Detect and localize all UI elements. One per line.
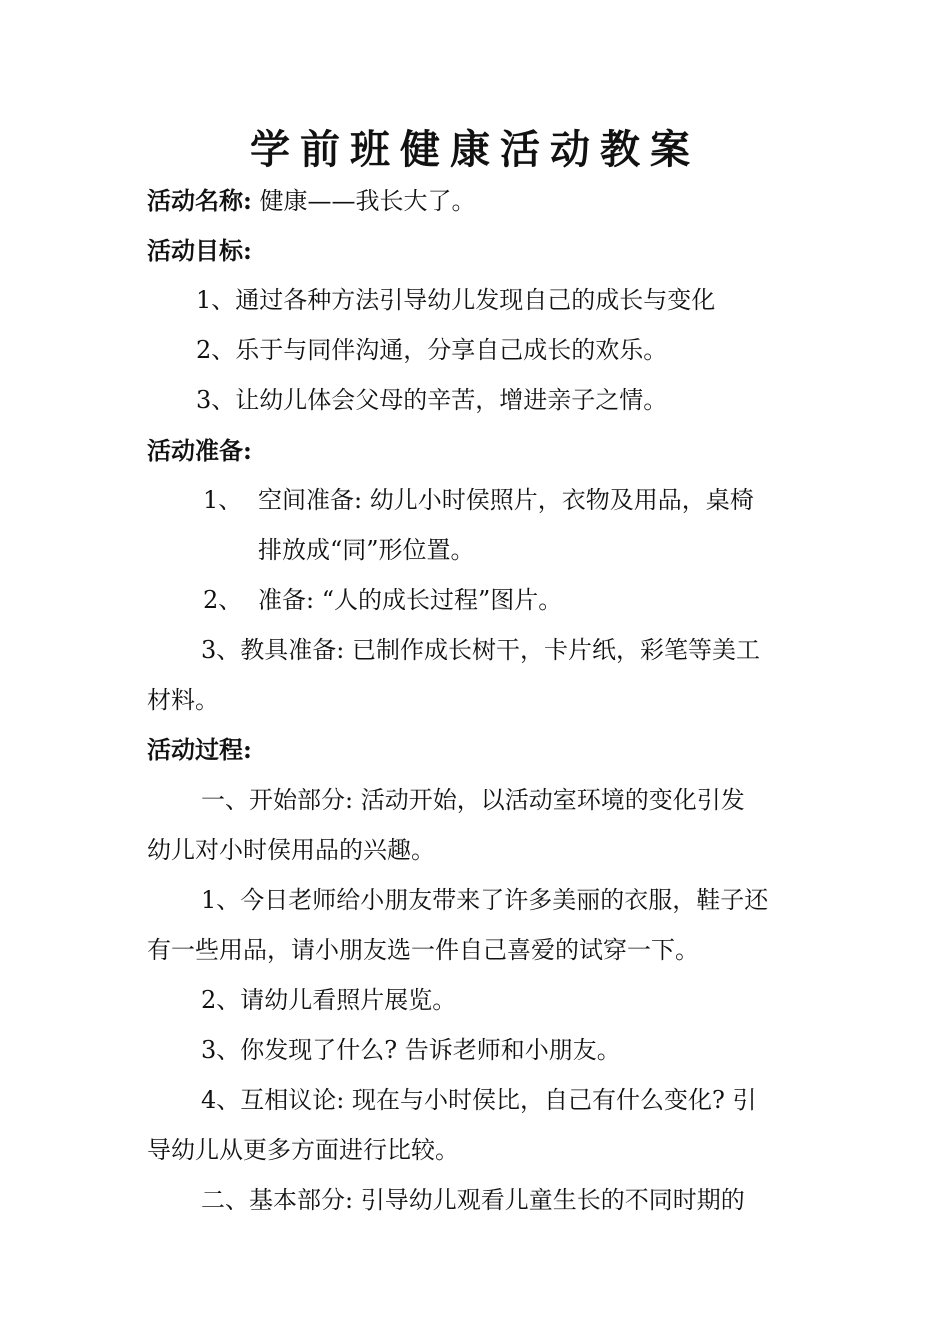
preparation-heading: 活动准备: — [147, 436, 252, 465]
preparation-item-2-number: 2、 — [203, 586, 243, 614]
process-part-1-line-1: 一、开始部分: 活动开始，以活动室环境的变化引发 — [201, 786, 745, 814]
process-part-2-line-1: 二、基本部分: 引导幼儿观看儿童生长的不同时期的 — [201, 1186, 745, 1214]
preparation-item-2-text: 准备: “人的成长过程”图片。 — [258, 586, 563, 614]
process-step-4-line-2: 导幼儿从更多方面进行比较。 — [147, 1136, 459, 1164]
activity-name-label: 活动名称: — [147, 186, 252, 215]
document-title: 学前班健康活动教案 — [250, 126, 700, 173]
process-step-1-line-2: 有一些用品，请小朋友选一件自己喜爱的试穿一下。 — [147, 936, 699, 964]
preparation-item-1-number: 1、 — [203, 486, 243, 514]
process-part-1-line-2: 幼儿对小时侯用品的兴趣。 — [147, 836, 435, 864]
process-step-2: 2、请幼儿看照片展览。 — [201, 986, 457, 1014]
goals-heading: 活动目标: — [147, 236, 252, 265]
goal-item-1: 1、通过各种方法引导幼儿发现自己的成长与变化 — [196, 286, 716, 314]
goal-item-3: 3、让幼儿体会父母的辛苦，增进亲子之情。 — [196, 386, 668, 414]
preparation-item-1-line-2: 排放成“同”形位置。 — [258, 536, 475, 564]
process-step-1-line-1: 1、今日老师给小朋友带来了许多美丽的衣服，鞋子还 — [201, 886, 769, 914]
goal-item-2: 2、乐于与同伴沟通，分享自己成长的欢乐。 — [196, 336, 668, 364]
activity-name-line — [147, 184, 476, 218]
preparation-item-3-line-1: 3、教具准备: 已制作成长树干，卡片纸，彩笔等美工 — [201, 636, 760, 664]
process-step-3: 3、你发现了什么? 告诉老师和小朋友。 — [201, 1036, 621, 1064]
process-step-4-line-1: 4、互相议论: 现在与小时侯比，自己有什么变化? 引 — [201, 1086, 757, 1114]
preparation-item-1-line-1: 空间准备: 幼儿小时侯照片，衣物及用品，桌椅 — [258, 486, 754, 514]
preparation-item-3-line-2: 材料。 — [147, 686, 219, 714]
process-heading: 活动过程: — [147, 735, 252, 764]
activity-name-value: 健康——我长大了。 — [259, 187, 476, 215]
